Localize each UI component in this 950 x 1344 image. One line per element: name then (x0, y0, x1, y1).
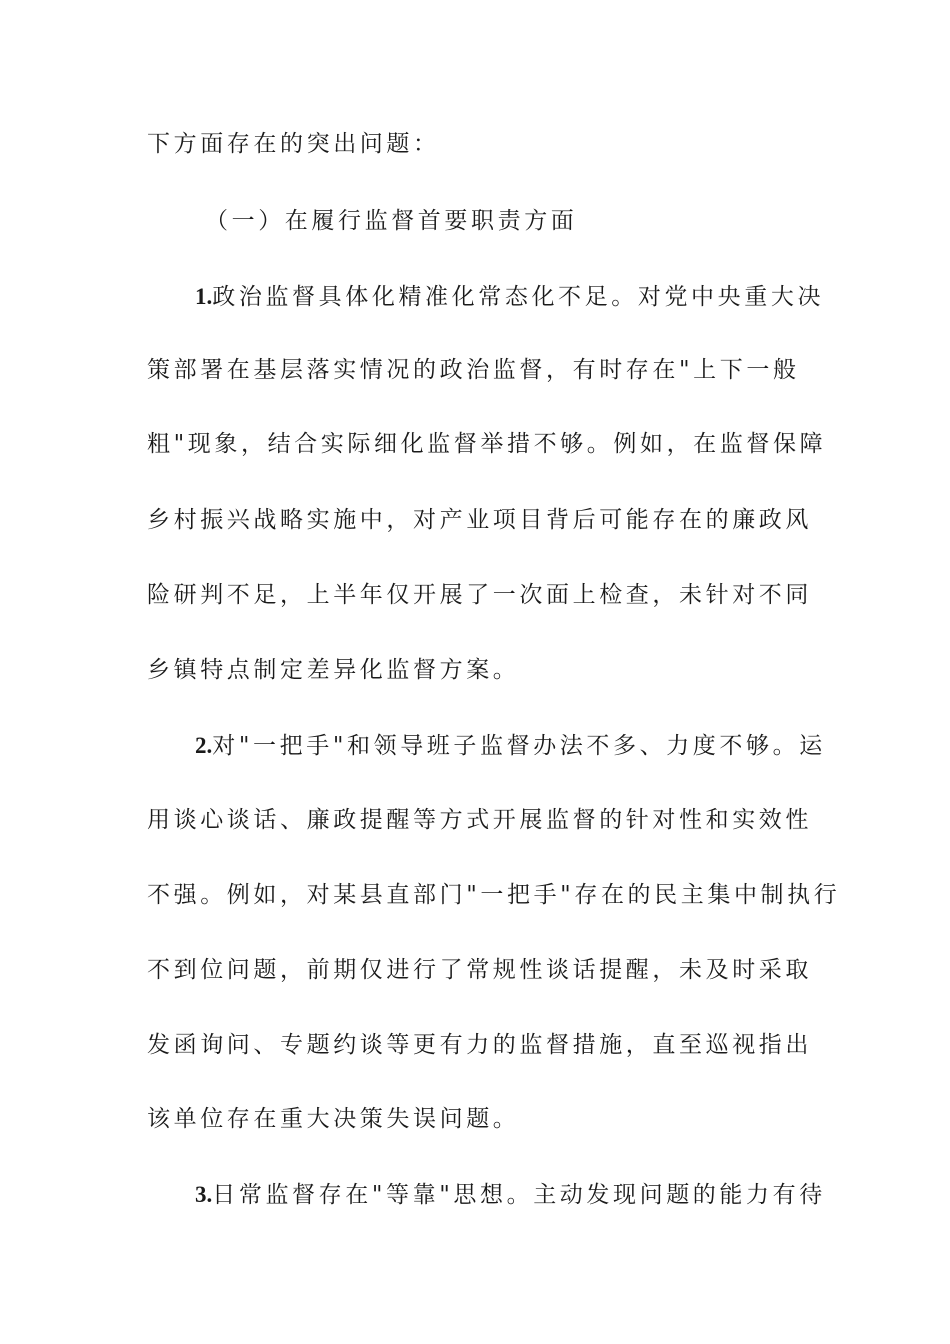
item-3-first-line (195, 1175, 826, 1215)
item-1-first-line (195, 277, 824, 317)
item-3-text: 日常监督存在"等靠"思想。主动发现问题的能力有待 (212, 1182, 826, 1208)
item-1-text: 政治监督具体化精准化常态化不足。对党中央重大决 (212, 284, 825, 310)
item-1-line-2: 策部署在基层落实情况的政治监督，有时存在"上下一般 (147, 357, 800, 383)
item-2-line-2: 用谈心谈话、廉政提醒等方式开展监督的针对性和实效性 (147, 807, 812, 833)
item-2-line-3: 不强。例如，对某县直部门"一把手"存在的民主集中制执行 (147, 882, 841, 908)
intro-tail-line: 下方面存在的突出问题： (147, 131, 440, 157)
item-2-line-5: 发函询问、专题约谈等更有力的监督措施，直至巡视指出 (147, 1032, 812, 1058)
item-1-line-6: 乡镇特点制定差异化监督方案。 (147, 657, 520, 683)
item-1-number: 1. (195, 284, 213, 309)
item-2-text: 对"一把手"和领导班子监督办法不多、力度不够。运 (212, 733, 826, 759)
section-heading: （一）在履行监督首要职责方面 (205, 208, 578, 234)
item-2-first-line (195, 726, 826, 766)
item-1-line-5: 险研判不足，上半年仅开展了一次面上检查，未针对不同 (147, 582, 812, 608)
item-3-number: 3. (195, 1182, 213, 1207)
item-1-line-4: 乡村振兴战略实施中，对产业项目背后可能存在的廉政风 (147, 507, 812, 533)
item-2-line-6: 该单位存在重大决策失误问题。 (147, 1106, 520, 1132)
item-2-number: 2. (195, 733, 213, 758)
item-1-line-3: 粗"现象，结合实际细化监督举措不够。例如，在监督保障 (147, 431, 827, 457)
item-2-line-4: 不到位问题，前期仅进行了常规性谈话提醒，未及时采取 (147, 957, 812, 983)
